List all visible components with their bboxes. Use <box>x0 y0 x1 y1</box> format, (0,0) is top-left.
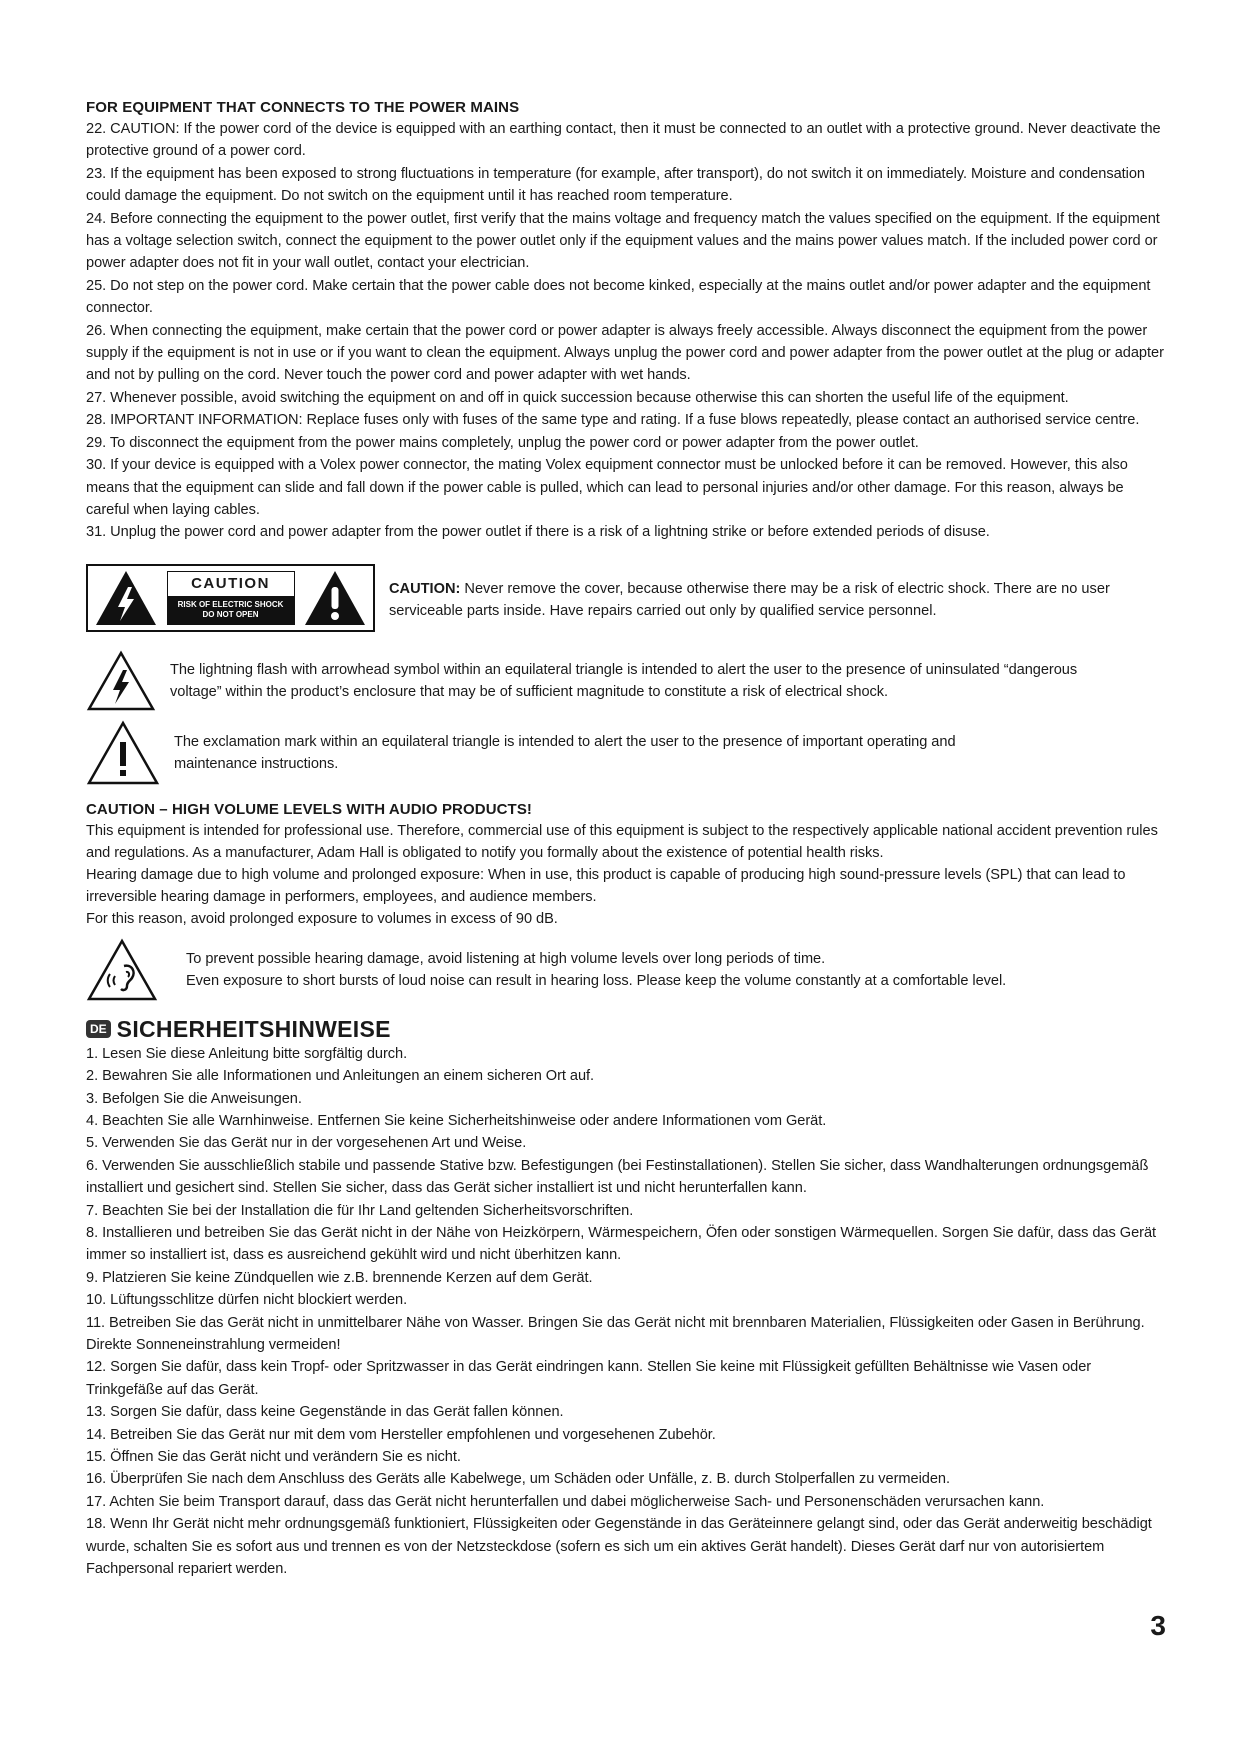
lightning-text: The lightning flash with arrowhead symbol within an equilateral triangle is intended to alert the user to the presence of uninsulated “dangerous voltage” within the product’s enclosure that may be of sufficient magnitude to constitute a risk of electrical shock. <box>170 661 1078 700</box>
list-item: 11. Betreiben Sie das Gerät nicht in unmittelbarer Nähe von Wasser. Bringen Sie das Gerät nicht mit brennbaren Materialien, Flüssigkeiten oder Gasen in Berührung. Direkte Sonneneinstrahlung vermeiden! <box>86 1314 1145 1353</box>
caution-note-text: Never remove the cover, because otherwise there may be a risk of electric shock. There are no user serviceable parts inside. Have repairs carried out only by qualified service personnel. <box>389 581 1110 620</box>
list-item: 12. Sorgen Sie dafür, dass kein Tropf- oder Spritzwasser in das Gerät eindringen kann. Stellen Sie keine mit Flüssigkeit gefüllten Behältnisse wie Vasen oder Trinkgefäße auf das Gerät. <box>86 1359 1092 1398</box>
de-section-header <box>86 1016 1166 1043</box>
hearing-damage-icon <box>86 938 158 1002</box>
caution-label <box>167 571 295 625</box>
list-item: 29. To disconnect the equipment from the power mains completely, unplug the power cord or power adapter from the power outlet. <box>86 434 919 451</box>
list-item: 28. IMPORTANT INFORMATION: Replace fuses only with fuses of the same type and rating. If a fuse blows repeatedly, please contact an authorised service centre. <box>86 412 1140 429</box>
list-item: 6. Verwenden Sie ausschließlich stabile und passende Stative bzw. Befestigungen (bei Festinstallationen). Stellen Sie sicher, dass Wandhalterungen ordnungsgemäß installiert und gesichert sind. Stellen Sie sicher, dass das Gerät sicher installiert ist und nicht herunterfallen kann. <box>86 1157 1149 1197</box>
exclamation-text: The exclamation mark within an equilateral triangle is intended to alert the user to the presence of important operating and maintenance instructions. <box>174 733 956 772</box>
list-item: 25. Do not step on the power cord. Make certain that the power cable does not become kinked, especially at the mains outlet and/or power adapter and the equipment connector. <box>86 277 1151 317</box>
lightning-triangle-icon <box>86 650 156 712</box>
list-item: 14. Betreiben Sie das Gerät nur mit dem vom Hersteller empfohlenen und vorgesehenen Zubehör. <box>86 1426 716 1443</box>
list-item: 27. Whenever possible, avoid switching the equipment on and off in quick succession because otherwise this can shorten the useful life of the equipment. <box>86 389 1069 406</box>
list-item: 5. Verwenden Sie das Gerät nur in der vorgesehenen Art und Weise. <box>86 1135 527 1152</box>
list-item: 10. Lüftungsschlitze dürfen nicht blockiert werden. <box>86 1292 408 1309</box>
list-item: 9. Platzieren Sie keine Zündquellen wie z.B. brennende Kerzen auf dem Gerät. <box>86 1269 593 1286</box>
exclamation-symbol-row <box>86 720 1166 786</box>
caution-note-bold: CAUTION: <box>389 581 461 598</box>
caution-label-line2: DO NOT OPEN <box>202 609 259 619</box>
hearing-text <box>172 948 1006 992</box>
de-section-title: SICHERHEITSHINWEISE <box>116 1015 391 1042</box>
list-item: 30. If your device is equipped with a Volex power connector, the mating Volex equipment connector must be unlocked before it can be removed. However, this also means that the equipment can slide and fall down if the power cable is pulled, which can lead to personal injuries and/or other damage. For this reason, always be careful when laying cables. <box>86 457 1128 518</box>
list-item: 15. Öffnen Sie das Gerät nicht und verändern Sie es nicht. <box>86 1449 461 1466</box>
caution-label-line1: RISK OF ELECTRIC SHOCK <box>177 599 284 609</box>
list-item: 16. Überprüfen Sie nach dem Anschluss des Geräts alle Kabelwege, um Schäden oder Unfälle, z. B. durch Stolperfallen zu vermeiden. <box>86 1471 950 1488</box>
mains-list <box>86 118 1166 544</box>
lightning-warning-icon <box>94 569 158 627</box>
volume-paragraph-1: This equipment is intended for professional use. Therefore, commercial use of this equipment is subject to the respectively applicable national accident prevention rules and regulations. As a manufacturer, Adam Hall is obligated to notify you formally about the existence of potential health risks. <box>86 822 1158 861</box>
list-item: 26. When connecting the equipment, make certain that the power cord or power adapter is always freely accessible. Always disconnect the equipment from the power supply if the equipment is not in use or if you want to clean the equipment. Always unplug the power cord and power adapter from the power outlet at the plug or adapter and not by pulling on the cord. Never touch the power cord and power adapter with wet hands. <box>86 322 1164 384</box>
exclamation-triangle-icon <box>86 720 160 786</box>
caution-note <box>389 578 1159 622</box>
list-item: 18. Wenn Ihr Gerät nicht mehr ordnungsgemäß funktioniert, Flüssigkeiten oder Gegenstände in das Geräteinnere gelangt sind, oder das Gerät anderweitig beschädigt wurde, schalten Sie es sofort aus und trennen es von der Netzsteckdose (sofern es sich um ein aktives Gerät handelt). Dieses Gerät darf nur von autorisiertem Fachpersonal repariert werden. <box>86 1516 1152 1578</box>
caution-row <box>86 564 1166 636</box>
list-item: 2. Bewahren Sie alle Informationen und Anleitungen an einem sicheren Ort auf. <box>86 1068 595 1085</box>
page-content <box>86 98 1166 1580</box>
exclamation-warning-icon <box>303 569 367 627</box>
lightning-symbol-row <box>86 650 1166 712</box>
caution-label-box <box>86 564 375 632</box>
mains-heading: FOR EQUIPMENT THAT CONNECTS TO THE POWER MAINS <box>86 99 520 116</box>
list-item: 31. Unplug the power cord and power adapter from the power outlet if there is a risk of a lightning strike or before extended periods of disuse. <box>86 524 990 541</box>
list-item: 24. Before connecting the equipment to the power outlet, first verify that the mains voltage and frequency match the values specified on the equipment. If the equipment has a voltage selection switch, connect the equipment to the power outlet only if the equipment values and the mains power values match. If the included power cord or power adapter does not fit in your wall outlet, contact your electrician. <box>86 210 1160 272</box>
list-item: 4. Beachten Sie alle Warnhinweise. Entfernen Sie keine Sicherheitshinweise oder andere Informationen vom Gerät. <box>86 1112 827 1129</box>
list-item: 13. Sorgen Sie dafür, dass keine Gegenstände in das Gerät fallen können. <box>86 1404 564 1421</box>
list-item: 17. Achten Sie beim Transport darauf, dass das Gerät nicht herunterfallen und dabei möglicherweise Sach- und Personenschäden verursachen kann. <box>86 1493 1045 1510</box>
hearing-symbol-row <box>86 938 1166 1002</box>
caution-label-title: CAUTION <box>191 575 270 593</box>
language-badge: DE <box>86 1020 111 1038</box>
volume-paragraph-3: For this reason, avoid prolonged exposure to volumes in excess of 90 dB. <box>86 910 558 927</box>
list-item: 22. CAUTION: If the power cord of the device is equipped with an earthing contact, then it must be connected to an outlet with a protective ground. Never deactivate the protective ground of a power cord. <box>86 121 1161 160</box>
volume-heading: CAUTION – HIGH VOLUME LEVELS WITH AUDIO PRODUCTS! <box>86 800 533 818</box>
caution-label-warning <box>168 596 294 624</box>
volume-paragraph-2: Hearing damage due to high volume and prolonged exposure: When in use, this product is capable of producing high sound-pressure levels (SPL) that can lead to irreversible hearing damage in performers, employees, and audience members. <box>86 866 1126 905</box>
list-item: 1. Lesen Sie diese Anleitung bitte sorgfältig durch. <box>86 1045 408 1062</box>
hearing-line-1: To prevent possible hearing damage, avoid listening at high volume levels over long periods of time. <box>186 950 826 967</box>
hearing-line-2: Even exposure to short bursts of loud noise can result in hearing loss. Please keep the volume constantly at a comfortable level. <box>186 972 1007 989</box>
de-list <box>86 1043 1166 1581</box>
list-item: 8. Installieren und betreiben Sie das Gerät nicht in der Nähe von Heizkörpern, Wärmespeichern, Öfen oder sonstigen Wärmequellen. Sorgen Sie dafür, dass das Gerät immer so installiert ist, dass es ausreichend gekühlt wird und nicht überhitzen kann. <box>86 1224 1157 1264</box>
list-item: 23. If the equipment has been exposed to strong fluctuations in temperature (for example, after transport), do not switch it on immediately. Moisture and condensation could damage the equipment. Do not switch on the equipment until it has reached room temperature. <box>86 165 1145 205</box>
list-item: 3. Befolgen Sie die Anweisungen. <box>86 1090 302 1107</box>
list-item: 7. Beachten Sie bei der Installation die für Ihr Land geltenden Sicherheitsvorschriften. <box>86 1202 634 1219</box>
page-number: 3 <box>1150 1610 1166 1641</box>
